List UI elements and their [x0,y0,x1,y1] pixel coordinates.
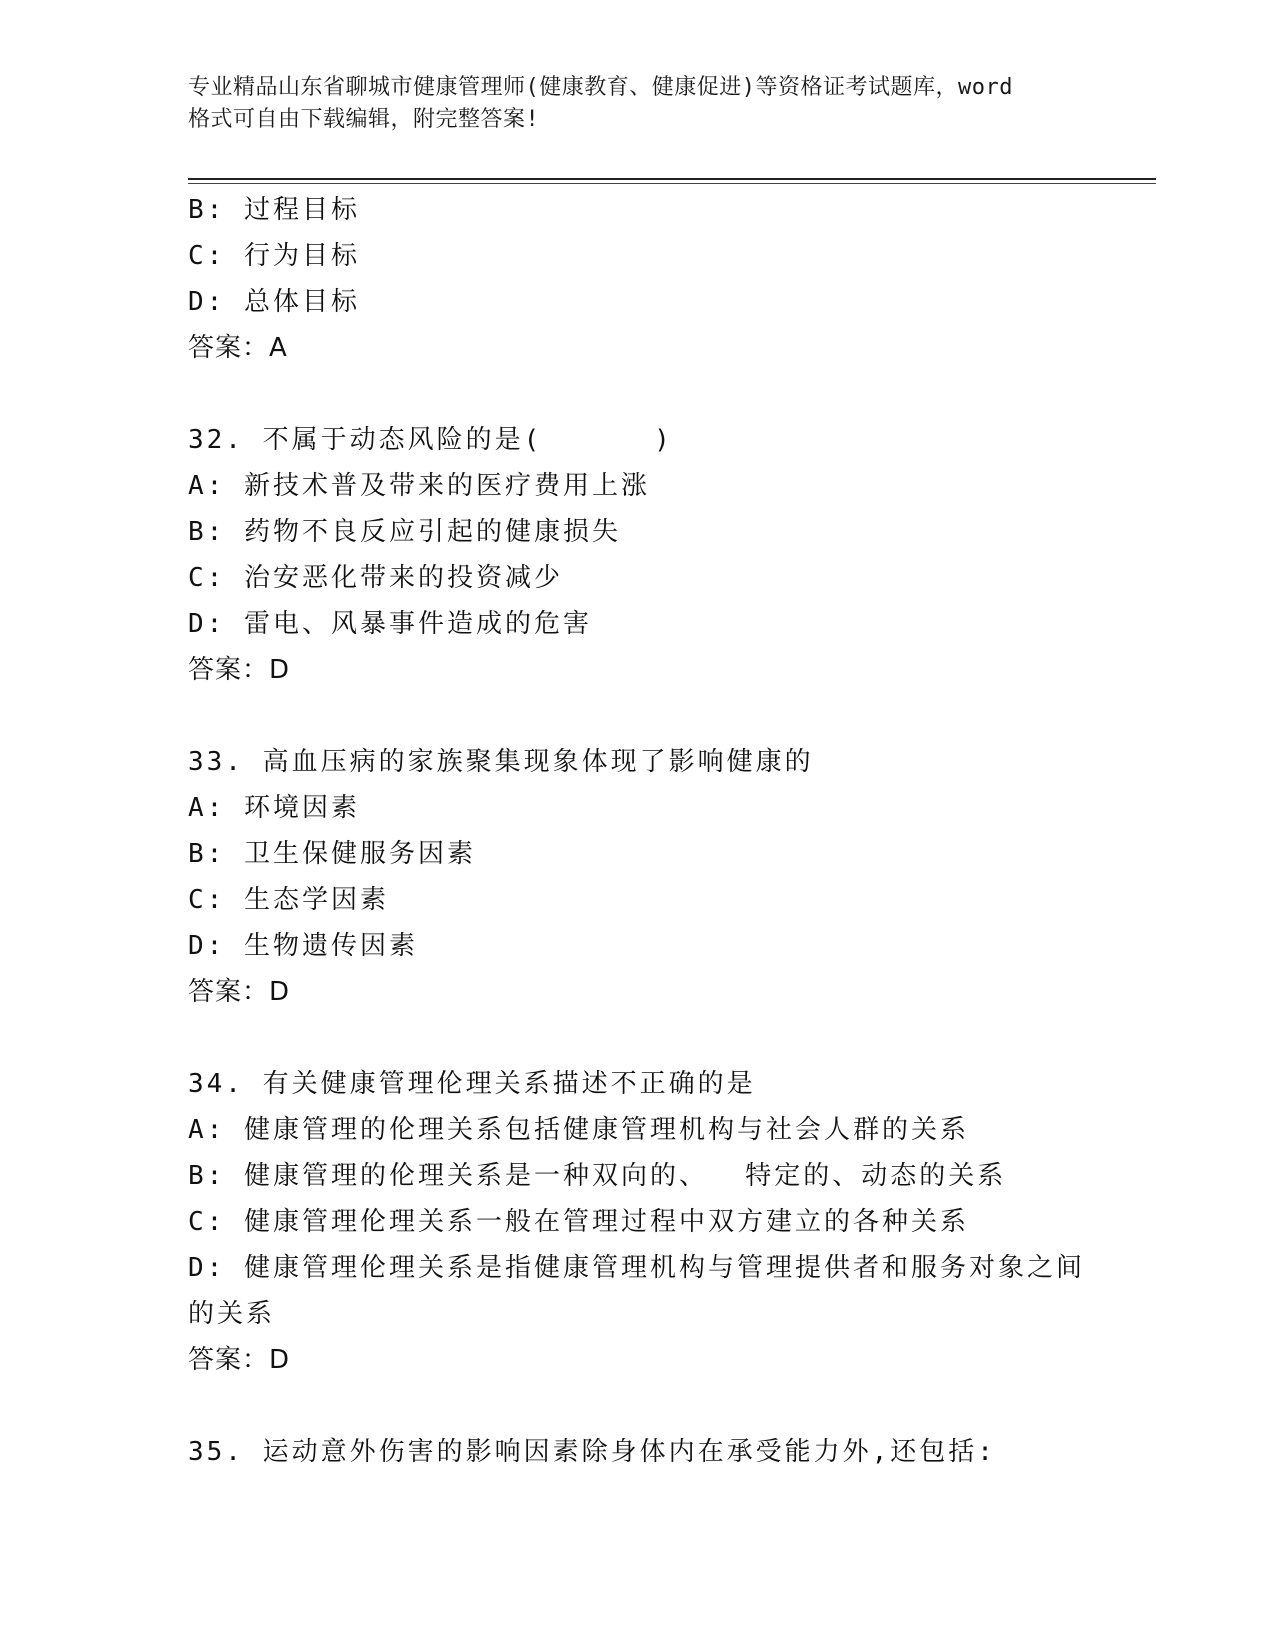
option-b: B: 卫生保健服务因素 [188,839,476,869]
header-divider-thin [188,183,1156,184]
spacer [188,1015,1088,1061]
header-divider-thick [188,178,1156,180]
question-34 [188,1061,1088,1383]
answer-label: 答案：D [188,1345,291,1375]
option-d: D: 健康管理伦理关系是指健康管理机构与管理提供者和服务对象之间 [188,1253,1085,1283]
question-stem: 35. 运动意外伤害的影响因素除身体内在承受能力外,还包括: [188,1437,996,1467]
option-c: C: 治安恶化带来的投资减少 [188,563,563,593]
answer-label: 答案：A [188,333,288,363]
question-33 [188,739,1088,1015]
question-stem: 33. 高血压病的家族聚集现象体现了影响健康的 [188,747,814,777]
option-c: C: 健康管理伦理关系一般在管理过程中双方建立的各种关系 [188,1207,969,1237]
option-c: C: 行为目标 [188,241,360,271]
spacer [188,371,1088,417]
document-header [188,72,1088,136]
option-c: C: 生态学因素 [188,885,389,915]
header-line-1: 专业精品山东省聊城市健康管理师(健康教育、健康促进)等资格证考试题库，word [188,75,1013,100]
option-b: B: 健康管理的伦理关系是一种双向的、 特定的、动态的关系 [188,1161,1007,1191]
option-a: A: 健康管理的伦理关系包括健康管理机构与社会人群的关系 [188,1115,969,1145]
option-b: B: 过程目标 [188,195,360,225]
option-a: A: 新技术普及带来的医疗费用上涨 [188,471,650,501]
spacer [188,1383,1088,1429]
question-35 [188,1429,1088,1475]
spacer [188,693,1088,739]
option-d: D: 雷电、风暴事件造成的危害 [188,609,592,639]
option-d: D: 生物遗传因素 [188,931,418,961]
option-d-continued: 的关系 [188,1299,276,1329]
question-stem: 34. 有关健康管理伦理关系描述不正确的是 [188,1069,756,1099]
question-stem: 32. 不属于动态风险的是( ) [188,425,673,455]
option-b: B: 药物不良反应引起的健康损失 [188,517,621,547]
answer-label: 答案：D [188,977,291,1007]
answer-label: 答案：D [188,655,291,685]
question-32 [188,417,1088,693]
option-d: D: 总体目标 [188,287,360,317]
option-a: A: 环境因素 [188,793,360,823]
question-31 [188,187,1088,371]
header-line-2: 格式可自由下载编辑，附完整答案! [188,107,540,132]
question-list [188,187,1088,1475]
